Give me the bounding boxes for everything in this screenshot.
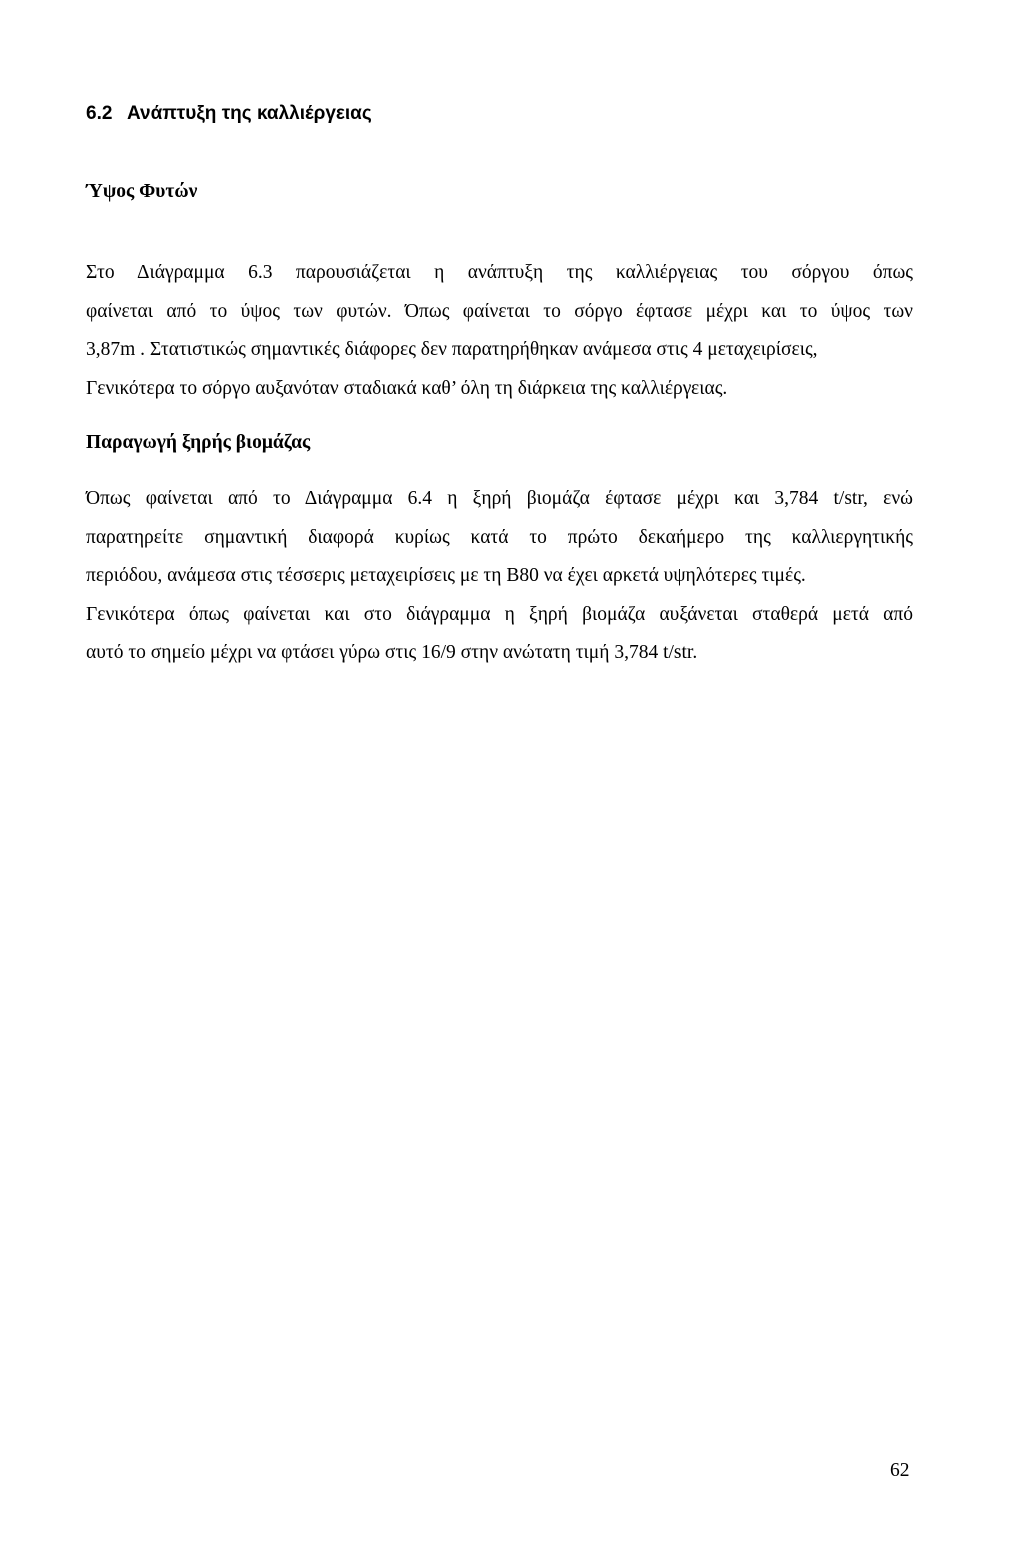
paragraph-line: Όπως φαίνεται από το Διάγραμμα 6.4 η ξηρή βιομάζα έφτασε μέχρι και 3,784 t/str, ενώ	[86, 488, 913, 509]
page-number: 62	[890, 1460, 910, 1481]
paragraph-line: Στο Διάγραμμα 6.3 παρουσιάζεται η ανάπτυξη της καλλιέργειας του σόργου όπως	[86, 262, 913, 283]
subsection-heading-dry-biomass: Παραγωγή ξηρής βιομάζας	[86, 432, 311, 453]
paragraph-line: 3,87m . Στατιστικώς σημαντικές διάφορες δεν παρατηρήθηκαν ανάμεσα στις 4 μεταχειρίσεις,	[86, 339, 818, 360]
section-title	[86, 103, 372, 125]
section-number: 6.2	[86, 103, 113, 124]
paragraph-dry-biomass	[86, 484, 913, 677]
paragraph-line: φαίνεται από το ύψος των φυτών. Όπως φαίνεται το σόργο έφτασε μέχρι και το ύψος των	[86, 300, 913, 322]
subsection-heading-plant-height: Ύψος Φυτών	[86, 181, 198, 202]
paragraph-line: Γενικότερα όπως φαίνεται και στο διάγραμμα η ξηρή βιομάζα αυξάνεται σταθερά μετά από	[86, 603, 913, 625]
paragraph-line: Γενικότερα το σόργο αυξανόταν σταδιακά καθ’ όλη τη διάρκεια της καλλιέργειας.	[86, 377, 728, 399]
paragraph-line: παρατηρείτε σημαντική διαφορά κυρίως κατά το πρώτο δεκαήμερο της καλλιεργητικής	[86, 526, 913, 548]
paragraph-line: περιόδου, ανάμεσα στις τέσσερις μεταχειρίσεις με τη Β80 να έχει αρκετά υψηλότερες τιμές.	[86, 565, 806, 586]
paragraph-plant-height	[86, 258, 913, 412]
paragraph-line: αυτό το σημείο μέχρι να φτάσει γύρω στις 16/9 στην ανώτατη τιμή 3,784 t/str.	[86, 642, 698, 663]
section-title-text: Ανάπτυξη της καλλιέργειας	[127, 103, 372, 124]
